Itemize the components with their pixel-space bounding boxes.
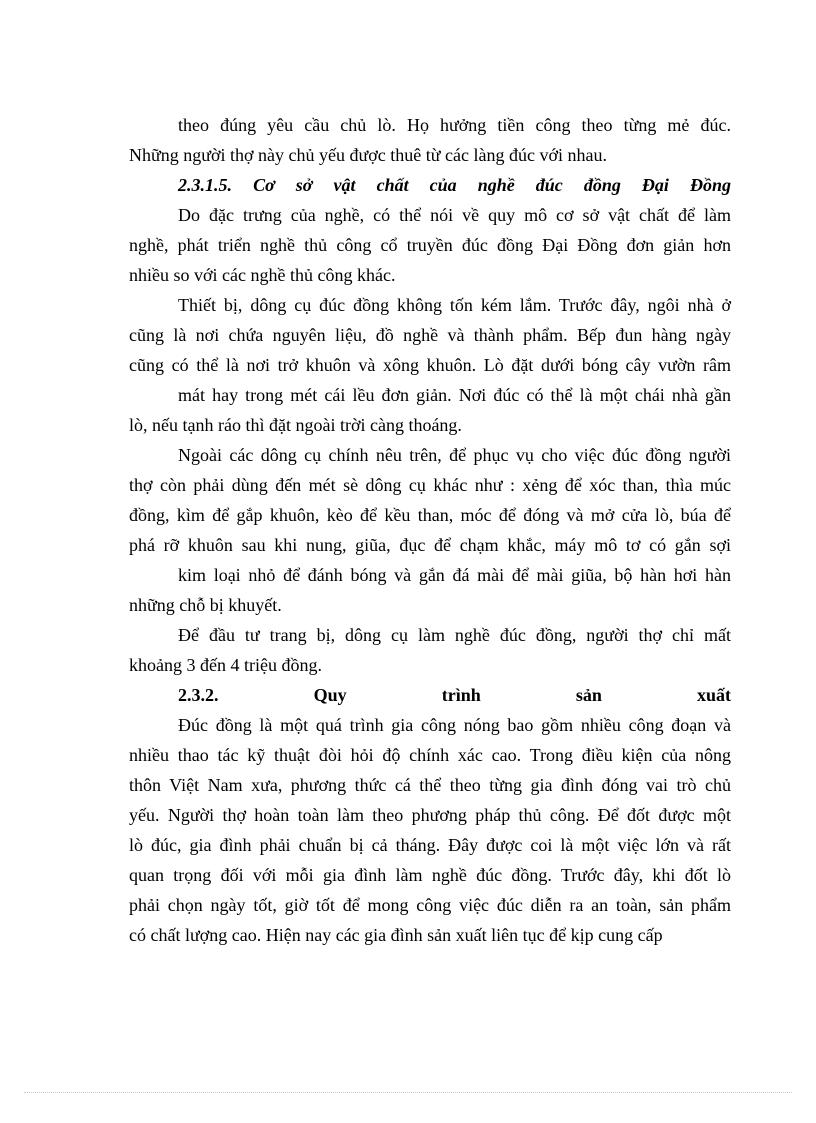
document-body <box>129 110 731 950</box>
text-line: khoảng 3 đến 4 triệu đồng. <box>129 655 322 675</box>
text-line: yếu. Người thợ hoàn toàn làm theo phương pháp thủ công. Để đốt được một <box>129 805 731 825</box>
text-line: Đúc đồng là một quá trình gia công nóng bao gồm nhiều công đoạn và <box>178 715 731 735</box>
text-line: nhiều thao tác kỹ thuật đòi hỏi độ chính xác cao. Trong điều kiện của nông <box>129 745 731 765</box>
text-line: kim loại nhỏ để đánh bóng và gắn đá mài để mài giũa, bộ hàn hơi hàn <box>178 565 731 585</box>
text-line: mát hay trong mét cái lều đơn giản. Nơi đúc có thể là một chái nhà gần <box>178 385 731 405</box>
text-line: lò đúc, gia đình phải chuẩn bị cả tháng. Đây được coi là một việc lớn và rất <box>129 835 731 855</box>
section-heading-2-3-1-5: 2.3.1.5. Cơ sở vật chất của nghề đúc đồng Đại Đồng <box>178 175 731 195</box>
text-line: nhiều so với các nghề thủ công khác. <box>129 265 396 285</box>
text-line: cũng có thể là nơi trở khuôn và xông khuôn. Lò đặt dưới bóng cây vườn râm <box>129 355 731 375</box>
text-line: những chỗ bị khuyết. <box>129 595 282 615</box>
text-line: đồng, kìm để gắp khuôn, kèo để kều than, móc để đóng và mở cửa lò, búa để <box>129 505 731 525</box>
text-line: có chất lượng cao. Hiện nay các gia đình sản xuất liên tục để kịp cung cấp <box>129 925 663 945</box>
text-line: quan trọng đối với mỗi gia đình làm nghề đúc đồng. Trước đây, khi đốt lò <box>129 865 731 885</box>
text-line: lò, nếu tạnh ráo thì đặt ngoài trời càng thoáng. <box>129 415 462 435</box>
text-line: Thiết bị, dông cụ đúc đồng không tốn kém lắm. Trước đây, ngôi nhà ở <box>178 295 731 315</box>
section-heading-2-3-2: 2.3.2. Quy trình sản xuất <box>178 685 731 705</box>
text-line: Do đặc trưng của nghề, có thể nói về quy mô cơ sở vật chất để làm <box>178 205 731 225</box>
text-line: thợ còn phải dùng đến mét sè dông cụ khác như : xẻng để xóc than, thìa múc <box>129 475 731 495</box>
text-line: Những người thợ này chủ yếu được thuê từ các làng đúc với nhau. <box>129 145 607 165</box>
text-line: phải chọn ngày tốt, giờ tốt để mong công việc đúc diễn ra an toàn, sản phẩm <box>129 895 731 915</box>
text-line: thôn Việt Nam xưa, phương thức cá thể theo từng gia đình đóng vai trò chủ <box>129 775 731 795</box>
text-line: cũng là nơi chứa nguyên liệu, đồ nghề và thành phẩm. Bếp đun hàng ngày <box>129 325 731 345</box>
text-line: nghề, phát triển nghề thủ công cổ truyền đúc đồng Đại Đồng đơn giản hơn <box>129 235 731 255</box>
text-line: phá rỡ khuôn sau khi nung, giũa, đục để chạm khắc, máy mô tơ có gắn sợi <box>129 535 731 555</box>
page-bottom-divider <box>24 1092 792 1093</box>
text-line: theo đúng yêu cầu chủ lò. Họ hưởng tiền công theo từng mẻ đúc. <box>178 115 731 135</box>
text-line: Để đầu tư trang bị, dông cụ làm nghề đúc đồng, người thợ chỉ mất <box>178 625 731 645</box>
text-line: Ngoài các dông cụ chính nêu trên, để phục vụ cho việc đúc đồng người <box>178 445 731 465</box>
